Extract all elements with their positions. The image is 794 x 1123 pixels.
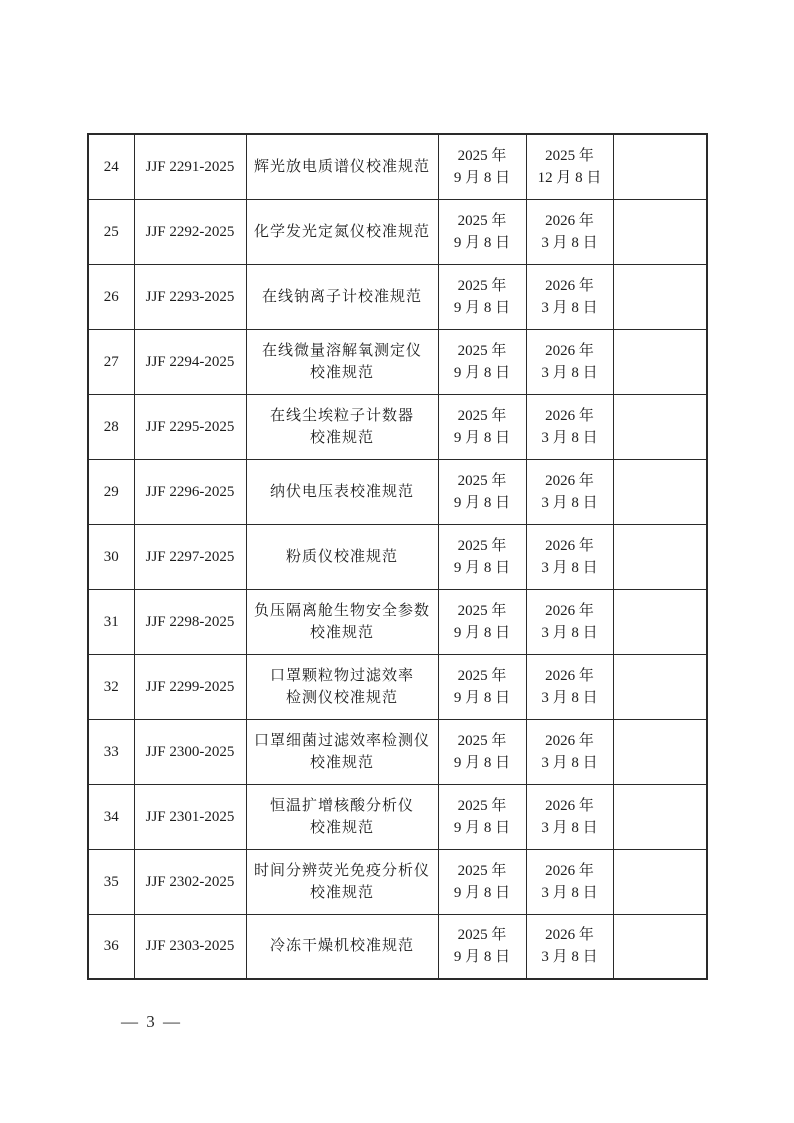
standard-code-cell: JJF 2301-2025: [134, 784, 246, 849]
remark-cell: [613, 589, 707, 654]
row-index-cell: 36: [88, 914, 134, 979]
table-row: [88, 394, 707, 459]
release-date-cell: 2025 年 9 月 8 日: [438, 719, 526, 784]
release-date-cell: 2025 年 9 月 8 日: [438, 199, 526, 264]
implementation-date-cell: 2026 年 3 月 8 日: [526, 914, 613, 979]
standard-code-cell: JJF 2303-2025: [134, 914, 246, 979]
row-index-cell: 32: [88, 654, 134, 719]
row-index-cell: 24: [88, 134, 134, 199]
implementation-date-cell: 2026 年 3 月 8 日: [526, 459, 613, 524]
table-row: [88, 589, 707, 654]
release-date-cell: 2025 年 9 月 8 日: [438, 264, 526, 329]
standard-code-cell: JJF 2295-2025: [134, 394, 246, 459]
standard-code-cell: JJF 2298-2025: [134, 589, 246, 654]
implementation-date-cell: 2026 年 3 月 8 日: [526, 784, 613, 849]
remark-cell: [613, 329, 707, 394]
standard-name-cell: 在线微量溶解氧测定仪 校准规范: [246, 329, 438, 394]
remark-cell: [613, 784, 707, 849]
standard-name-cell: 时间分辨荧光免疫分析仪 校准规范: [246, 849, 438, 914]
remark-cell: [613, 914, 707, 979]
table-row: [88, 524, 707, 589]
release-date-cell: 2025 年 9 月 8 日: [438, 654, 526, 719]
table-row: [88, 134, 707, 199]
release-date-cell: 2025 年 9 月 8 日: [438, 134, 526, 199]
standard-code-cell: JJF 2300-2025: [134, 719, 246, 784]
row-index-cell: 30: [88, 524, 134, 589]
page-number: — 3 —: [121, 1012, 182, 1031]
row-index-cell: 34: [88, 784, 134, 849]
row-index-cell: 26: [88, 264, 134, 329]
standard-name-cell: 粉质仪校准规范: [246, 524, 438, 589]
table-row: [88, 459, 707, 524]
implementation-date-cell: 2026 年 3 月 8 日: [526, 264, 613, 329]
row-index-cell: 33: [88, 719, 134, 784]
standard-code-cell: JJF 2294-2025: [134, 329, 246, 394]
standard-name-cell: 口罩颗粒物过滤效率 检测仪校准规范: [246, 654, 438, 719]
standard-name-cell: 口罩细菌过滤效率检测仪 校准规范: [246, 719, 438, 784]
release-date-cell: 2025 年 9 月 8 日: [438, 849, 526, 914]
implementation-date-cell: 2026 年 3 月 8 日: [526, 524, 613, 589]
table-row: [88, 329, 707, 394]
table-row: [88, 914, 707, 979]
standard-name-cell: 在线钠离子计校准规范: [246, 264, 438, 329]
standard-code-cell: JJF 2299-2025: [134, 654, 246, 719]
row-index-cell: 25: [88, 199, 134, 264]
standard-name-cell: 辉光放电质谱仪校准规范: [246, 134, 438, 199]
standards-table: [87, 133, 708, 980]
remark-cell: [613, 849, 707, 914]
remark-cell: [613, 524, 707, 589]
standard-name-cell: 冷冻干燥机校准规范: [246, 914, 438, 979]
remark-cell: [613, 134, 707, 199]
remark-cell: [613, 264, 707, 329]
implementation-date-cell: 2025 年 12 月 8 日: [526, 134, 613, 199]
remark-cell: [613, 394, 707, 459]
row-index-cell: 27: [88, 329, 134, 394]
implementation-date-cell: 2026 年 3 月 8 日: [526, 329, 613, 394]
remark-cell: [613, 654, 707, 719]
implementation-date-cell: 2026 年 3 月 8 日: [526, 719, 613, 784]
standard-name-cell: 负压隔离舱生物安全参数 校准规范: [246, 589, 438, 654]
table-row: [88, 719, 707, 784]
table-row: [88, 264, 707, 329]
standards-table-body: [88, 134, 707, 979]
implementation-date-cell: 2026 年 3 月 8 日: [526, 199, 613, 264]
row-index-cell: 35: [88, 849, 134, 914]
table-row: [88, 654, 707, 719]
release-date-cell: 2025 年 9 月 8 日: [438, 329, 526, 394]
release-date-cell: 2025 年 9 月 8 日: [438, 524, 526, 589]
table-row: [88, 849, 707, 914]
remark-cell: [613, 719, 707, 784]
remark-cell: [613, 459, 707, 524]
standard-name-cell: 恒温扩增核酸分析仪 校准规范: [246, 784, 438, 849]
row-index-cell: 29: [88, 459, 134, 524]
standard-code-cell: JJF 2293-2025: [134, 264, 246, 329]
standard-name-cell: 纳伏电压表校准规范: [246, 459, 438, 524]
remark-cell: [613, 199, 707, 264]
standard-code-cell: JJF 2296-2025: [134, 459, 246, 524]
implementation-date-cell: 2026 年 3 月 8 日: [526, 589, 613, 654]
standard-name-cell: 化学发光定氮仪校准规范: [246, 199, 438, 264]
standard-name-cell: 在线尘埃粒子计数器 校准规范: [246, 394, 438, 459]
standard-code-cell: JJF 2292-2025: [134, 199, 246, 264]
implementation-date-cell: 2026 年 3 月 8 日: [526, 394, 613, 459]
standard-code-cell: JJF 2302-2025: [134, 849, 246, 914]
release-date-cell: 2025 年 9 月 8 日: [438, 589, 526, 654]
table-row: [88, 199, 707, 264]
row-index-cell: 31: [88, 589, 134, 654]
row-index-cell: 28: [88, 394, 134, 459]
release-date-cell: 2025 年 9 月 8 日: [438, 459, 526, 524]
release-date-cell: 2025 年 9 月 8 日: [438, 784, 526, 849]
implementation-date-cell: 2026 年 3 月 8 日: [526, 849, 613, 914]
standard-code-cell: JJF 2297-2025: [134, 524, 246, 589]
table-row: [88, 784, 707, 849]
standard-code-cell: JJF 2291-2025: [134, 134, 246, 199]
release-date-cell: 2025 年 9 月 8 日: [438, 914, 526, 979]
implementation-date-cell: 2026 年 3 月 8 日: [526, 654, 613, 719]
release-date-cell: 2025 年 9 月 8 日: [438, 394, 526, 459]
